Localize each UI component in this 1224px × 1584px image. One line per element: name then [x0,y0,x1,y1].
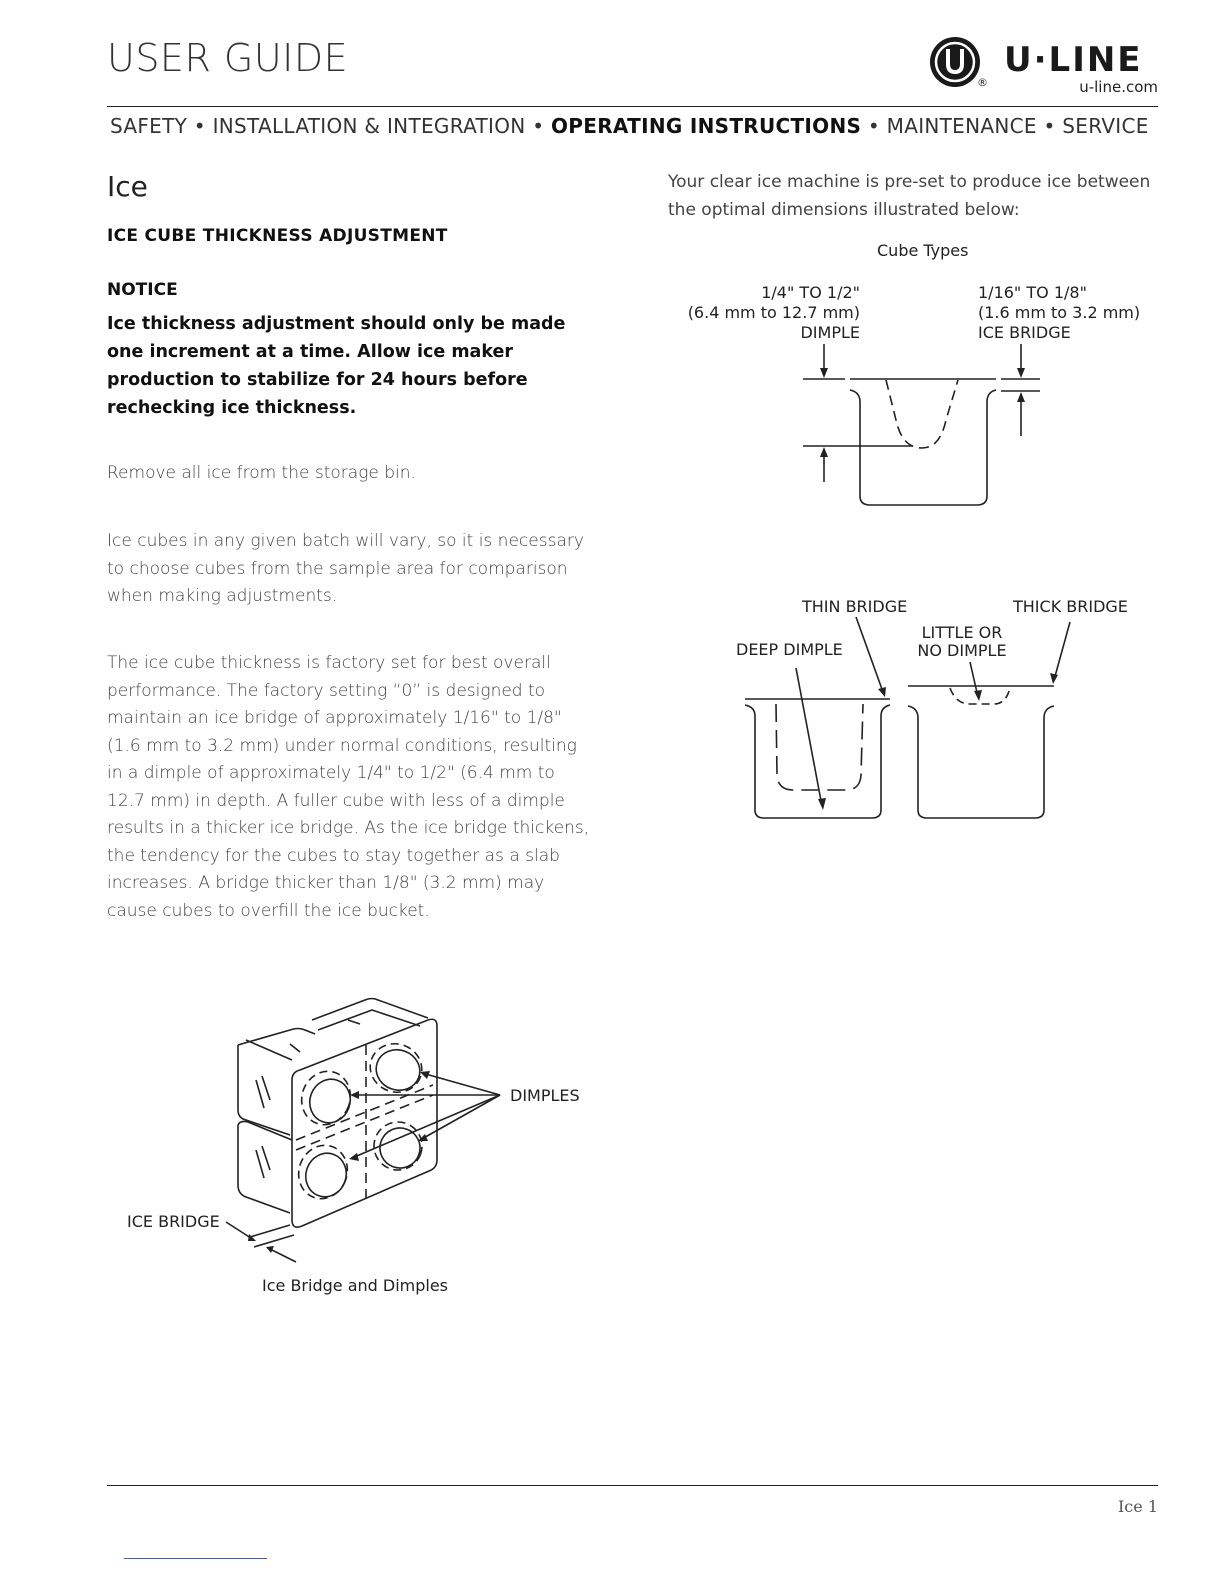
header-divider [107,106,1158,107]
nav-separator: • [193,114,206,138]
little-dimple-label: LITTLE OR NO DIMPLE [917,623,1007,660]
ice-bridge-label: ICE BRIDGE [127,1212,220,1231]
brand-name: U·LINE [1004,40,1143,80]
footer-link-underline[interactable] [124,1558,267,1559]
nav-maintenance[interactable]: MAINTENANCE [886,114,1037,138]
paragraph-remove-ice: Remove all ice from the storage bin. [107,463,416,483]
nav-installation[interactable]: INSTALLATION & INTEGRATION [212,114,526,138]
notice-text: Ice thickness adjustment should only be made one increment at a time. Allow ice maker production to stabilize for 24 hours before rechecking ice thickness. [107,314,566,418]
section-nav [110,114,1149,138]
bridge-comparison-diagram [735,615,1075,830]
nav-service[interactable]: SERVICE [1062,114,1149,138]
dimples-label: DIMPLES [510,1086,580,1105]
footer-divider [107,1485,1158,1486]
thick-bridge-label: THICK BRIDGE [1013,597,1128,616]
intro-text: Your clear ice machine is pre-set to produce ice between the optimal dimensions illustrated below: [668,172,1151,220]
figure-caption-cube-types: Cube Types [877,241,969,260]
nav-separator: • [532,114,545,138]
registered-mark: ® [977,76,988,89]
cube-types-diagram [790,340,1060,515]
dimple-dimension-label: 1/4" TO 1/2" (6.4 mm to 12.7 mm) DIMPLE [687,283,860,342]
thin-bridge-label: THIN BRIDGE [802,597,908,616]
figure-caption-ice-bridge: Ice Bridge and Dimples [262,1276,449,1295]
nav-separator: • [867,114,880,138]
subheading: ICE CUBE THICKNESS ADJUSTMENT [107,226,448,246]
notice-label: NOTICE [107,280,178,300]
website-link[interactable]: u-line.com [1079,78,1158,96]
paragraph-factory-setting: The ice cube thickness is factory set for best overall performance. The factory setting “0” is designed to maintain an ice bridge of approximately 1/16" to 1/8" (1.6 mm to 3.2 mm) under normal conditions, resulting in a dimple of approximately 1/4" to 1/2" (6.4 mm to 12.7 mm) in depth. A fuller cube with less of a dimple results in a thicker ice bridge. As the ice bridge thickens, the tendency for the cubes to stay together as a slab increases. A bridge thicker than 1/8" (3.2 mm) may cause cubes to overfill the ice bucket. [107,653,590,921]
nav-operating-instructions[interactable]: OPERATING INSTRUCTIONS [550,114,862,138]
page-number: Ice 1 [1117,1497,1158,1516]
nav-safety[interactable]: SAFETY [110,114,188,138]
bridge-dimension-label: 1/16" TO 1/8" (1.6 mm to 3.2 mm) ICE BRIDGE [978,283,1141,342]
paragraph-cube-variation: Ice cubes in any given batch will vary, so it is necessary to choose cubes from the sample area for comparison when making adjustments. [107,531,584,606]
deep-dimple-label: DEEP DIMPLE [736,640,843,659]
page-title: USER GUIDE [107,36,349,80]
nav-separator: • [1043,114,1056,138]
section-heading: Ice [107,170,148,203]
